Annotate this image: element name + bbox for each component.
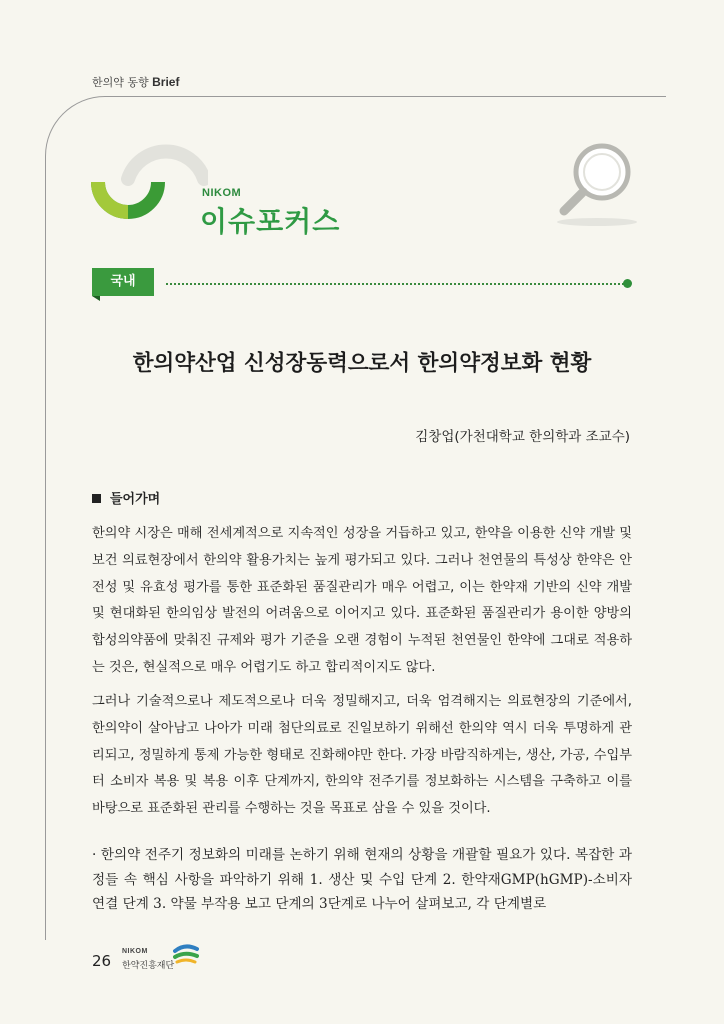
issue-focus-logo-icon <box>88 134 208 224</box>
paragraph-2: 그러나 기술적으로나 제도적으로나 더욱 정밀해지고, 더욱 엄격해지는 의료현장의 기준에서, 한의약이 살아남고 나아가 미래 첨단의료로 진일보하기 위해선 한의약 역시 더욱 투명하게 관리되고, 정밀하게 통제 가능한 형태로 진화해야만 한다. 가장 바람직하게는, 생산, 가공, 수입부터 소비자 복용 및 복용 이후 단계까지, 한의약 전주기를 정보화하는 시스템을 구축하고 이를 바탕으로 표준화된 관리를 수행하는 것을 목표로 삼을 수 있을 것이다. <box>92 694 632 817</box>
paragraph-3: · 한의약 전주기 정보화의 미래를 논하기 위해 현재의 상황을 개괄할 필요가 있다. 복잡한 과정들 속 핵심 사항을 파악하기 위해 1. 생산 및 수입 단계 2. 한약재GMP(hGMP)-소비자 연결 단계 3. 약물 부작용 보고 단계의 3단계로 나누어 살펴보고, 각 단계별로 <box>92 847 632 913</box>
swirl-logo-icon <box>173 943 199 965</box>
badge-series-title: 이슈포커스 <box>200 205 341 238</box>
footer-org-en: NIKOM <box>122 948 148 955</box>
page-number: 26 <box>92 952 112 970</box>
article-title: 한의약산업 신성장동력으로서 한의약정보화 현황 <box>132 351 592 376</box>
magnifier-icon <box>552 134 642 229</box>
category-tag-label: 국내 <box>110 274 136 289</box>
square-bullet-icon <box>92 494 101 503</box>
section-heading-text: 들어가며 <box>110 492 161 507</box>
running-title-ko: 한의약 동향 <box>92 76 149 89</box>
section-heading <box>92 488 160 507</box>
badge-org: NIKOM <box>202 187 242 199</box>
paragraph-1: 한의약 시장은 매해 전세계적으로 지속적인 성장을 거듭하고 있고, 한약을 이용한 신약 개발 및 보건 의료현장에서 한의약 활용가치는 높게 평가되고 있다. 그러나 천연물의 특성상 한약은 안전성 및 유효성 평가를 통한 표준화된 품질관리가 매우 어렵고, 이는 한약재 기반의 신약 개발 및 현대화된 한의임상 발전의 어려움으로 이어지고 있다. 표준화된 품질관리가 용이한 양방의 합성의약품에 맞춰진 규제와 평가 기준을 오랜 경험이 누적된 천연물인 한약에 그대로 적용하는 것은, 현실적으로 매우 어렵기도 하고 합리적이지도 않다. <box>92 526 632 675</box>
category-tag <box>92 268 154 302</box>
divider-end-dot <box>623 279 632 288</box>
article-author: 김창업(가천대학교 한의학과 조교수) <box>415 429 630 445</box>
footer-org-ko: 한약진흥재단 <box>122 961 175 971</box>
running-header <box>92 74 179 90</box>
dotted-divider <box>166 283 624 285</box>
running-title-en: Brief <box>152 75 180 89</box>
